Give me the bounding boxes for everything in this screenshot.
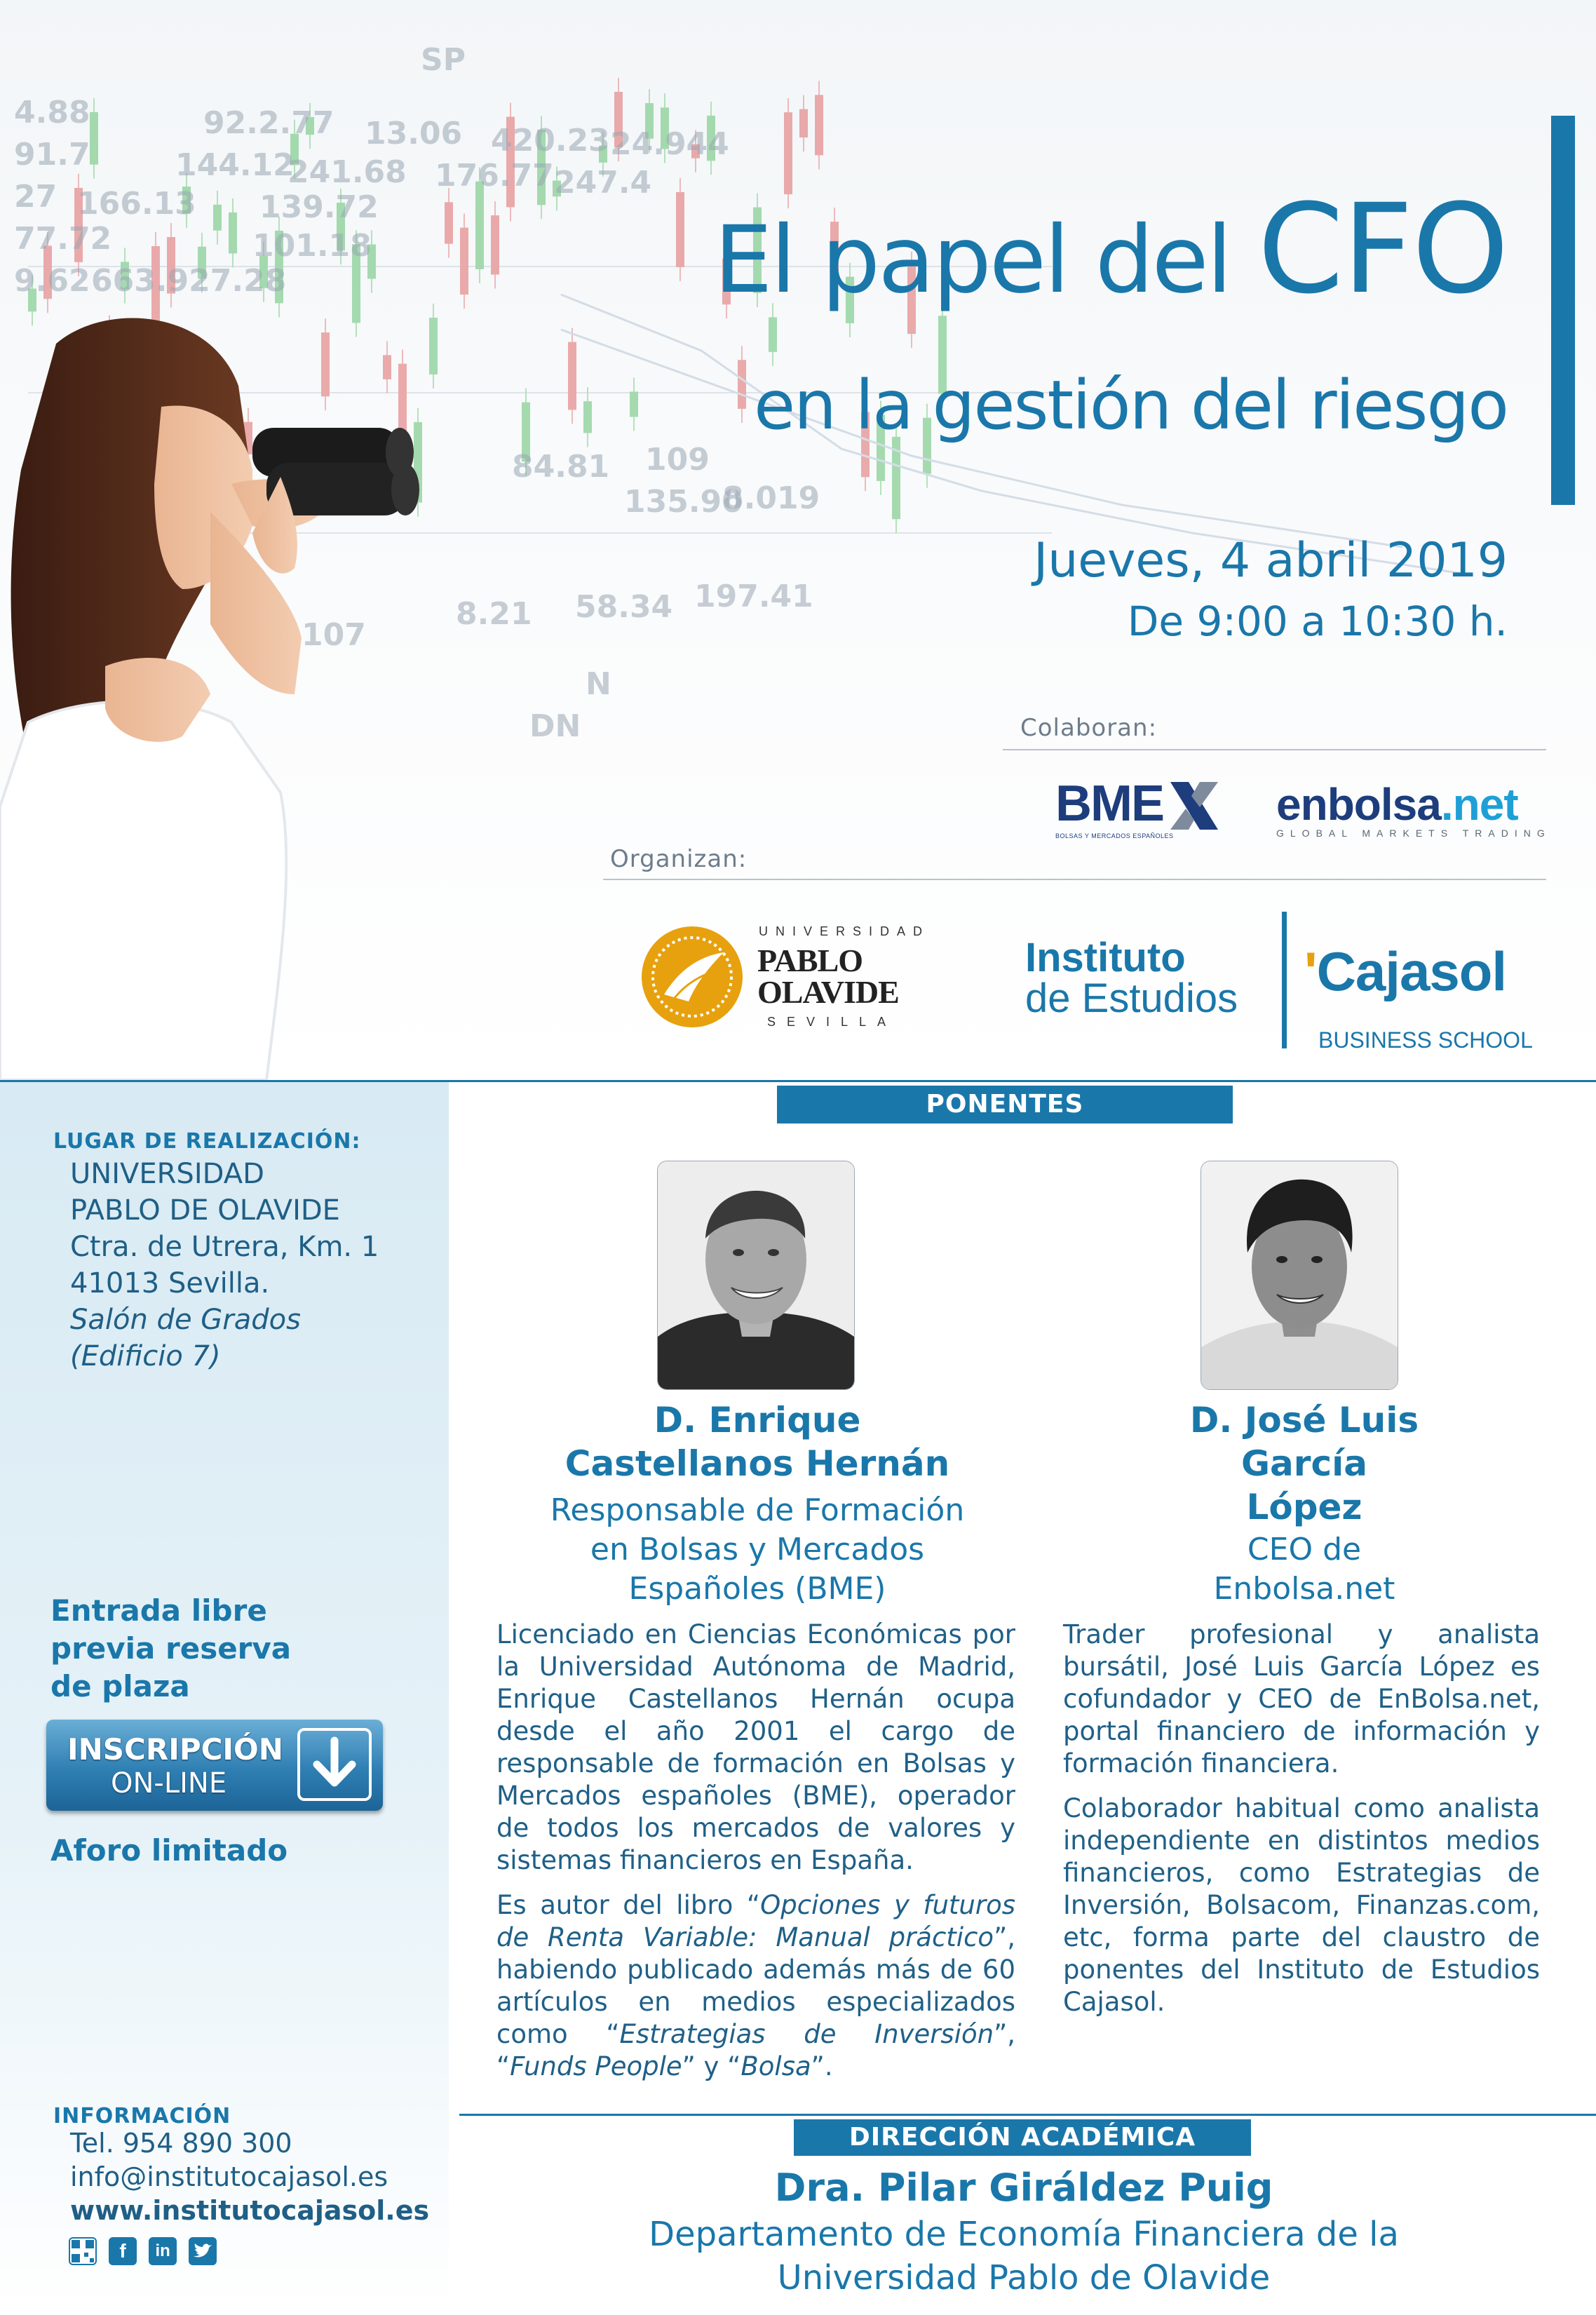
free-entry-line: Entrada libre: [50, 1593, 267, 1628]
title-part-2: CFO: [1257, 177, 1508, 321]
ticker-number: 107: [302, 617, 366, 653]
event-date: Jueves, 4 abril 2019: [1034, 533, 1508, 588]
enbolsa-logo: [1276, 778, 1551, 839]
ticker-number: 84.81: [512, 449, 610, 485]
candle-body: [799, 109, 808, 137]
ticker-number: 24.944: [610, 126, 729, 162]
speaker2-name-line: D. José Luis: [1189, 1400, 1419, 1440]
section-divider: [459, 2114, 1596, 2116]
speaker2-role: [1038, 1530, 1571, 1609]
venue-heading: LUGAR DE REALIZACIÓN:: [53, 1129, 361, 1154]
registration-button-sublabel: ON-LINE: [111, 1767, 227, 1800]
upo-name-line1: PABLO: [757, 943, 863, 978]
ticker-number: 144.12: [175, 147, 295, 183]
upo-city: SEVILLA: [767, 1015, 898, 1029]
ticker-number: 4.88: [14, 95, 90, 130]
venue-address: [70, 1156, 379, 1375]
ticker-number: 8.019: [722, 480, 820, 516]
speaker1-name-line: D. Enrique: [654, 1400, 861, 1440]
cajasol-name: Cajasol: [1316, 940, 1507, 1002]
media-title: Estrategias de Inversión: [619, 2019, 994, 2049]
speaker2-name: [1038, 1398, 1571, 1529]
free-entry-note: [50, 1592, 291, 1706]
bme-tagline: BOLSAS Y MERCADOS ESPAÑOLES: [1055, 832, 1174, 839]
candle-body: [213, 205, 222, 231]
limited-capacity-note: Aforo limitado: [50, 1833, 288, 1868]
event-subtitle: en la gestión del riesgo: [754, 366, 1508, 445]
bme-logo-text: BME: [1055, 776, 1163, 832]
speaker1-role-line: Españoles (BME): [628, 1571, 886, 1607]
enbolsa-tagline: GLOBAL MARKETS TRADING: [1276, 828, 1551, 839]
enbolsa-name: enbolsa: [1276, 779, 1441, 830]
academic-direction-heading: DIRECCIÓN ACADÉMICA: [794, 2119, 1251, 2156]
book-title: Opciones y futuros de Renta Variable: Manual práctico: [496, 1890, 1015, 1952]
speaker2-bio: [1063, 1619, 1540, 2031]
candle-body: [769, 317, 777, 351]
facebook-icon[interactable]: f: [109, 2237, 137, 2265]
ticker-number: 92.2.77: [203, 105, 334, 141]
candle-body: [491, 215, 499, 274]
ticker-number: 91.7: [14, 137, 90, 173]
cajasol-subtitle: BUSINESS SCHOOL: [1318, 1027, 1533, 1053]
instituto-line2: de Estudios: [1025, 976, 1238, 1021]
speaker2-photo: [1201, 1161, 1398, 1390]
ticker-number: 9.62: [14, 263, 90, 299]
phone-number: Tel. 954 890 300: [70, 2128, 292, 2159]
candle-body: [475, 182, 484, 269]
speaker2-bio-paragraph: Trader profesional y analista bursátil, José Luis García López es cofundador y CEO de EnBolsa.net, portal financiero de información y formación financiera.: [1063, 1619, 1540, 1779]
linkedin-icon[interactable]: in: [149, 2237, 177, 2265]
speaker1-role-line: en Bolsas y Mercados: [590, 1532, 925, 1567]
ticker-number: 420.23: [491, 123, 610, 158]
candle-body: [784, 112, 792, 194]
media-title: Funds People: [510, 2051, 682, 2081]
logo-divider: [1282, 912, 1287, 1048]
speaker1-name-line: Castellanos Hernán: [564, 1443, 950, 1484]
venue-line: 41013 Sevilla.: [70, 1267, 270, 1300]
bio-text: ”, “: [496, 2019, 1016, 2081]
organizers-label: Organizan:: [610, 845, 748, 873]
enbolsa-tld: .net: [1440, 779, 1518, 830]
ticker-number: 135.90: [624, 484, 743, 520]
ticker-number: 166.13: [77, 186, 196, 222]
free-entry-line: de plaza: [50, 1669, 190, 1703]
candle-body: [229, 212, 237, 254]
upo-seal-icon: [640, 924, 745, 1030]
speaker1-bio-paragraph: [496, 1889, 1015, 2083]
speaker1-role-line: Responsable de Formación: [550, 1492, 965, 1528]
speaker1-bio: [496, 1619, 1015, 2095]
speaker1-bio-paragraph: Licenciado en Ciencias Económicas por la Universidad Autónoma de Madrid, Enrique Castellanos Hernán ocupa desde el año 2001 el cargo de responsable de formación en Bolsas y Mercados españoles (BME), operador de todos los mercados de valores y sistemas financieros en España.: [496, 1619, 1015, 1875]
online-registration-button[interactable]: [46, 1720, 383, 1811]
bio-text: ”.: [811, 2051, 833, 2081]
ticker-number: N: [586, 666, 611, 702]
ticker-number: 27: [14, 179, 58, 215]
speaker1-role: [491, 1491, 1024, 1609]
speaker2-name-line: López: [1246, 1487, 1362, 1527]
collaborators-label: Colaboran:: [1020, 714, 1158, 742]
ticker-number: 663.927.28: [91, 263, 287, 299]
venue-room: Salón de Grados: [70, 1304, 301, 1336]
download-arrow-icon: [297, 1728, 372, 1801]
speaker1-name: [491, 1398, 1024, 1485]
speaker2-role-line: CEO de: [1247, 1532, 1362, 1567]
academic-director-university: Universidad Pablo de Olavide: [777, 2258, 1271, 2297]
info-heading: INFORMACIÓN: [53, 2104, 231, 2128]
ticker-number: 101.18: [252, 228, 372, 264]
divider: [603, 879, 1546, 880]
event-time: De 9:00 a 10:30 h.: [1127, 598, 1508, 645]
ticker-number: 139.72: [259, 189, 379, 225]
ticker-number: 247.4: [554, 165, 652, 201]
academic-director-name: Dra. Pilar Giráldez Puig: [774, 2166, 1273, 2210]
candle-body: [445, 202, 453, 243]
cajasol-logo: [1304, 940, 1506, 1004]
speaker2-name-line: García: [1241, 1443, 1367, 1484]
upo-university-label: UNIVERSIDAD: [759, 924, 931, 938]
ticker-number: 176.77: [435, 158, 554, 194]
venue-building: (Edificio 7): [70, 1340, 221, 1372]
candle-body: [460, 228, 468, 295]
ticker-number: DN: [529, 708, 581, 744]
bio-text: ” y “: [682, 2051, 741, 2081]
upo-name-line2: OLAVIDE: [757, 974, 899, 1010]
divider: [1003, 749, 1546, 750]
ticker-number: 241.68: [288, 154, 407, 190]
ticker-number: 109: [645, 442, 710, 478]
twitter-icon[interactable]: [189, 2237, 217, 2265]
social-links: [69, 2237, 225, 2265]
speaker1-photo: [657, 1161, 855, 1390]
ticker-number: 58.34: [575, 589, 673, 625]
ticker-number: 197.41: [694, 579, 813, 614]
website-link[interactable]: www.institutocajasol.es: [70, 2195, 430, 2226]
free-entry-line: previa reserva: [50, 1631, 292, 1666]
venue-line: UNIVERSIDAD: [70, 1158, 264, 1190]
candle-body: [90, 112, 98, 165]
bio-text: Es autor del libro “: [496, 1890, 761, 1920]
instituto-line1: Instituto: [1025, 935, 1186, 980]
bme-x-icon: [1166, 778, 1222, 834]
bio-text: ”, habiendo publicado además más de 60 artículos en medios especializados como “: [496, 1922, 1015, 2049]
speaker2-role-line: Enbolsa.net: [1213, 1571, 1395, 1607]
title-part-1: El papel del: [714, 206, 1258, 314]
registration-button-label: INSCRIPCIÓN: [67, 1732, 283, 1767]
email-link[interactable]: info@institutocajasol.es: [70, 2161, 388, 2192]
ticker-number: 8.21: [456, 596, 532, 632]
speaker2-bio-paragraph: Colaborador habitual como analista independiente en distintos medios financieros, como Estrategias de Inversión, Bolsacom, Finanzas.com, etc, forma parte del claustro de ponentes del Instituto de Estudios Cajasol.: [1063, 1793, 1540, 2017]
ticker-number: 13.06: [365, 116, 463, 151]
media-title: Bolsa: [740, 2051, 811, 2081]
venue-line: Ctra. de Utrera, Km. 1: [70, 1231, 379, 1263]
hero-banner: [0, 0, 1596, 1080]
cajasol-accent: ': [1304, 940, 1317, 1002]
academic-director-department: Departamento de Economía Financiera de la: [649, 2215, 1399, 2254]
contact-info: [70, 2126, 429, 2227]
ticker-number: 77.72: [14, 221, 112, 257]
bme-logo: [1055, 775, 1224, 842]
ticker-number: SP: [421, 42, 466, 78]
woman-with-binoculars-image: [0, 302, 491, 1080]
accent-bar: [1551, 116, 1575, 505]
ponentes-heading: PONENTES: [777, 1086, 1233, 1123]
candle-body: [815, 95, 823, 155]
qr-code-icon[interactable]: [69, 2237, 97, 2265]
venue-line: PABLO DE OLAVIDE: [70, 1194, 340, 1227]
